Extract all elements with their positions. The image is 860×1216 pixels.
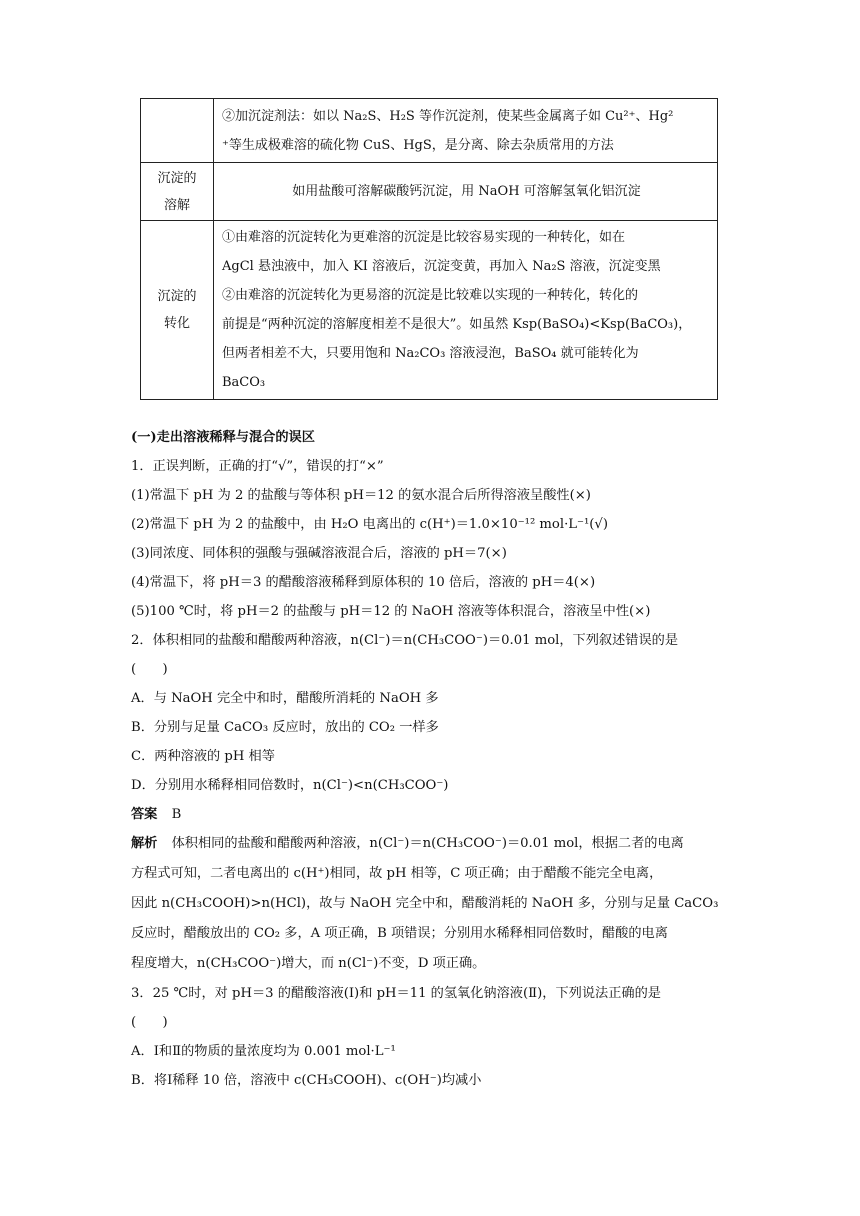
option-a: A．与 NaOH 完全中和时，醋酸所消耗的 NaOH 多 <box>131 691 439 706</box>
row-content <box>214 221 718 400</box>
row-head <box>141 221 214 400</box>
table-row <box>141 221 718 400</box>
knowledge-table <box>140 98 718 400</box>
option-c: C．两种溶液的 pH 相等 <box>131 749 275 764</box>
answer-value: B <box>171 807 182 822</box>
analysis-line <box>131 834 731 854</box>
row-head-line: 沉淀的 <box>157 170 197 186</box>
option-b: B．分别与足量 CaCO₃ 反应时，放出的 CO₂ 一样多 <box>131 720 439 735</box>
analysis-text: 反应时，醋酸放出的 CO₂ 多，A 项正确，B 项错误；分别用水稀释相同倍数时，醋酸的电离 <box>131 926 668 941</box>
text-line: BaCO₃ <box>222 375 266 390</box>
answer-line <box>131 805 731 825</box>
table-row <box>141 99 718 163</box>
text-line: 前提是“两种沉淀的溶解度相差不是很大”。如虽然 Ksp(BaSO₄)<Ksp(BaCO₃)， <box>222 317 692 332</box>
row-head-line: 溶解 <box>163 197 190 213</box>
answer-label: 答案 <box>131 807 158 822</box>
analysis-text: 因此 n(CH₃COOH)>n(HCl)，故与 NaOH 完全中和，醋酸消耗的 NaOH 多，分别与足量 CaCO₃ <box>131 896 719 911</box>
text-line: 但两者相差不大，只要用饱和 Na₂CO₃ 溶液浸泡，BaSO₄ 就可能转化为 <box>222 346 639 361</box>
option-b: B．将Ⅰ稀释 10 倍，溶液中 c(CH₃COOH)、c(OH⁻)均减小 <box>131 1073 482 1088</box>
row-head <box>141 163 214 221</box>
text-line: ①由难溶的沉淀转化为更难溶的沉淀是比较容易实现的一种转化，如在 <box>222 230 626 245</box>
question-stem: 3．25 ℃时，对 pH＝3 的醋酸溶液(Ⅰ)和 pH＝11 的氢氧化钠溶液(Ⅱ)，下列说法正确的是 <box>131 986 661 1001</box>
row-head-empty <box>141 99 214 163</box>
question-stem: 2．体积相同的盐酸和醋酸两种溶液，n(Cl⁻)＝n(CH₃COO⁻)＝0.01 mol，下列叙述错误的是 <box>131 633 679 648</box>
section-title: (一)走出溶液稀释与混合的误区 <box>131 430 315 445</box>
question-stem: 1．正误判断，正确的打“√”，错误的打“×” <box>131 459 384 474</box>
answer-blank: ( ) <box>131 1015 168 1030</box>
analysis-label: 解析 <box>131 836 158 851</box>
text-line: ⁺等生成极难溶的硫化物 CuS、HgS，是分离、除去杂质常用的方法 <box>222 137 614 153</box>
text-line: ②由难溶的沉淀转化为更易溶的沉淀是比较难以实现的一种转化，转化的 <box>222 288 639 303</box>
analysis-text: 体积相同的盐酸和醋酸两种溶液，n(Cl⁻)＝n(CH₃COO⁻)＝0.01 mol，根据二者的电离 <box>171 836 684 851</box>
row-head-line: 沉淀的 <box>157 289 197 304</box>
list-item: (3)同浓度、同体积的强酸与强碱溶液混合后，溶液的 pH＝7(×) <box>131 546 507 561</box>
row-content: 如用盐酸可溶解碳酸钙沉淀，用 NaOH 可溶解氢氧化铝沉淀 <box>214 163 718 221</box>
text-line: AgCl 悬浊液中，加入 KI 溶液后，沉淀变黄，再加入 Na₂S 溶液，沉淀变黑 <box>222 259 661 274</box>
list-item: (2)常温下 pH 为 2 的盐酸中，由 H₂O 电离出的 c(H⁺)＝1.0×10⁻¹² mol·L⁻¹(√) <box>131 517 608 532</box>
text-line: ②加沉淀剂法：如以 Na₂S、H₂S 等作沉淀剂，使某些金属离子如 Cu²⁺、Hg² <box>222 108 674 124</box>
row-head-line: 转化 <box>163 316 190 331</box>
table-row <box>141 163 718 221</box>
option-d: D．分别用水稀释相同倍数时，n(Cl⁻)<n(CH₃COO⁻) <box>131 778 449 793</box>
analysis-text: 方程式可知，二者电离出的 c(H⁺)相同，故 pH 相等，C 项正确；由于醋酸不能完全电离， <box>131 866 663 881</box>
list-item: (5)100 ℃时，将 pH＝2 的盐酸与 pH＝12 的 NaOH 溶液等体积混合，溶液呈中性(×) <box>131 604 651 619</box>
answer-blank: ( ) <box>131 662 168 677</box>
row-content <box>214 99 718 163</box>
list-item: (1)常温下 pH 为 2 的盐酸与等体积 pH＝12 的氨水混合后所得溶液呈酸性(×) <box>131 488 591 503</box>
option-a: A．Ⅰ和Ⅱ的物质的量浓度均为 0.001 mol·L⁻¹ <box>131 1044 396 1059</box>
list-item: (4)常温下，将 pH＝3 的醋酸溶液稀释到原体积的 10 倍后，溶液的 pH＝4(×) <box>131 575 596 590</box>
analysis-text: 程度增大，n(CH₃COO⁻)增大，而 n(Cl⁻)不变，D 项正确。 <box>131 956 486 971</box>
